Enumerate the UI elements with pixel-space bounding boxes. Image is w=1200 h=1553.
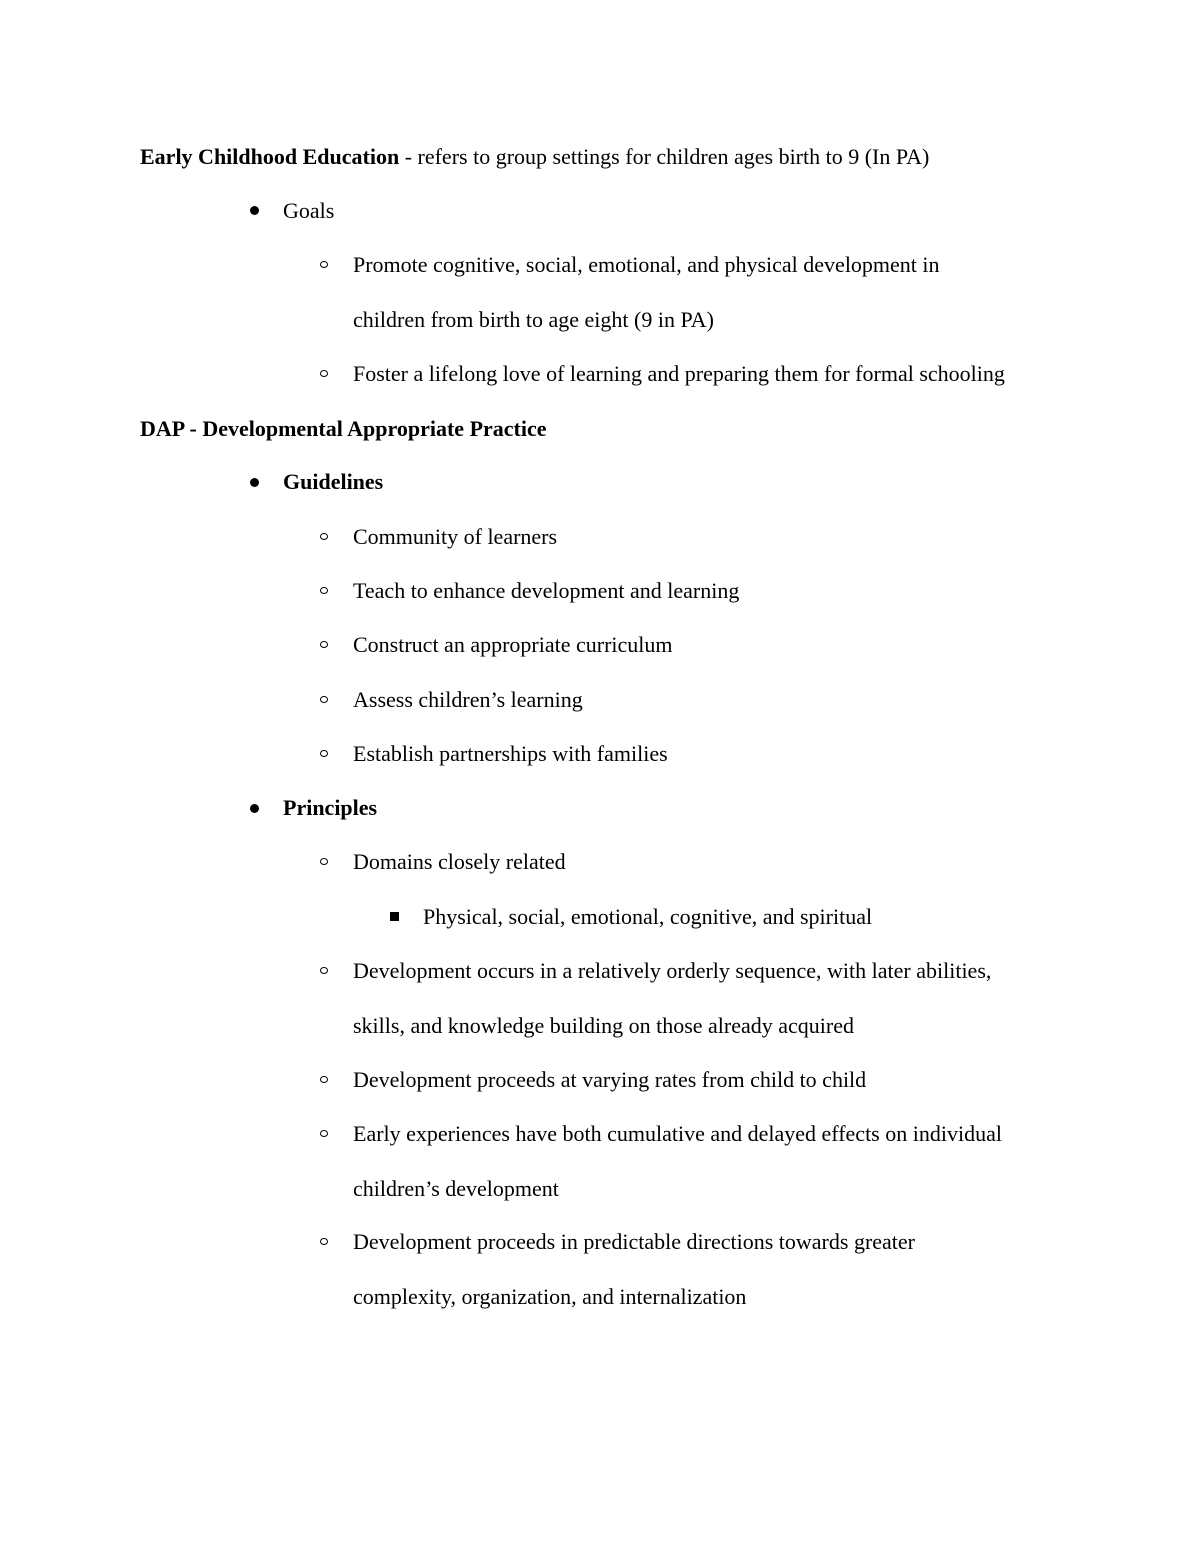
- bullet-circle-icon: [320, 750, 328, 757]
- guidelines-label: Guidelines: [283, 469, 384, 494]
- guideline-item: Construct an appropriate curriculum: [353, 632, 673, 657]
- bullet-disc-icon: [250, 804, 259, 813]
- bullet-circle-icon: [320, 1238, 328, 1245]
- bullet-disc-icon: [250, 478, 259, 487]
- bullet-disc-icon: [250, 206, 259, 215]
- bullet-circle-icon: [320, 858, 328, 865]
- definition-text: - refers to group settings for children ages birth to 9 (In PA): [399, 144, 930, 169]
- principle-item: Early experiences have both cumulative and delayed effects on individual: [353, 1121, 1002, 1146]
- principle-item: Domains closely related: [353, 849, 566, 874]
- term-early-childhood-education: Early Childhood Education: [140, 144, 400, 169]
- goal-item-continuation: children from birth to age eight (9 in PA): [353, 307, 714, 332]
- guideline-item: Assess children’s learning: [353, 687, 583, 712]
- bullet-square-icon: [390, 912, 399, 921]
- principle-item: Development proceeds at varying rates from child to child: [353, 1067, 867, 1092]
- goal-item: Foster a lifelong love of learning and preparing them for formal schooling: [353, 361, 1005, 386]
- goals-label: Goals: [283, 198, 335, 223]
- principle-item: Development proceeds in predictable directions towards greater: [353, 1229, 915, 1254]
- bullet-circle-icon: [320, 1076, 328, 1083]
- bullet-circle-icon: [320, 261, 328, 268]
- principle-subitem: Physical, social, emotional, cognitive, and spiritual: [423, 904, 873, 929]
- principle-item: Development occurs in a relatively orderly sequence, with later abilities,: [353, 958, 992, 983]
- principle-item-continuation: children’s development: [353, 1176, 559, 1201]
- dap-heading: DAP - Developmental Appropriate Practice: [140, 416, 547, 441]
- bullet-circle-icon: [320, 370, 328, 377]
- bullet-circle-icon: [320, 587, 328, 594]
- guideline-item: Teach to enhance development and learning: [353, 578, 740, 603]
- bullet-circle-icon: [320, 1130, 328, 1137]
- principles-label: Principles: [283, 795, 378, 820]
- principle-item-continuation: skills, and knowledge building on those already acquired: [353, 1013, 854, 1038]
- principle-item-continuation: complexity, organization, and internalization: [353, 1284, 747, 1309]
- bullet-circle-icon: [320, 641, 328, 648]
- guideline-item: Community of learners: [353, 524, 558, 549]
- bullet-circle-icon: [320, 696, 328, 703]
- bullet-circle-icon: [320, 533, 328, 540]
- definition-line: [140, 143, 929, 171]
- guideline-item: Establish partnerships with families: [353, 741, 668, 766]
- goal-item: Promote cognitive, social, emotional, and physical development in: [353, 252, 940, 277]
- bullet-circle-icon: [320, 967, 328, 974]
